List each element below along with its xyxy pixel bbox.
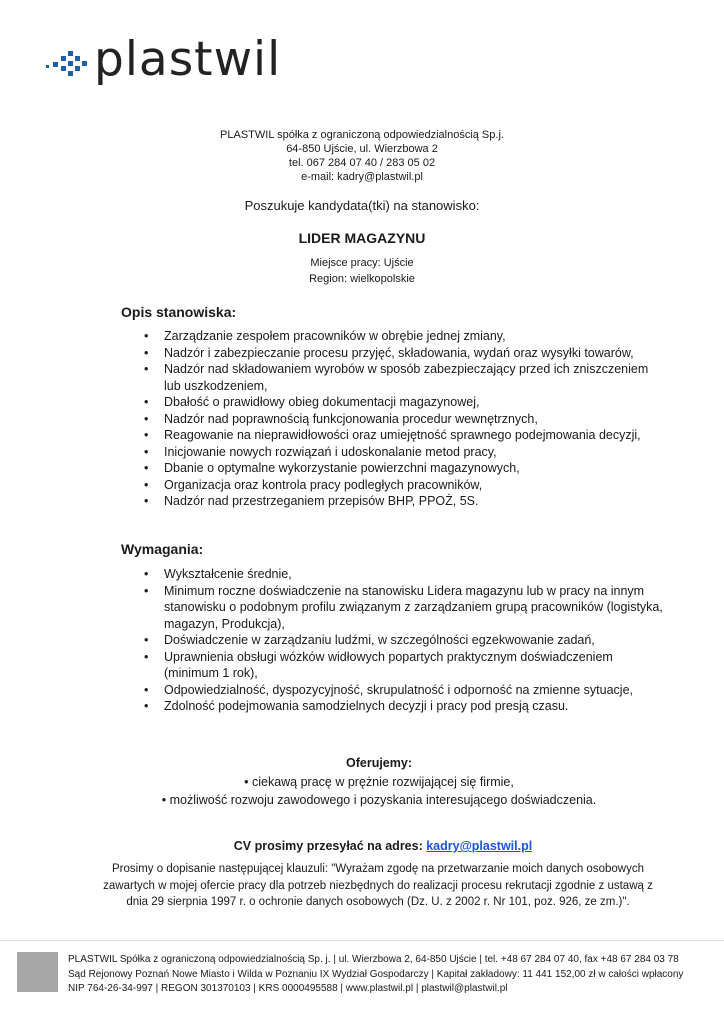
footer-gray-block (17, 952, 58, 992)
logo-wordmark: plastwil (94, 32, 282, 87)
offer-heading: Oferujemy: (346, 756, 412, 770)
list-item: • Inicjowanie nowych rozwiązań i udoskonalanie metod pracy, (144, 444, 664, 461)
consent-clause: Prosimy o dopisanie następującej klauzuli: "Wyrażam zgodę na przetwarzanie moich danych osobowych zawartych w mojej ofercie pracy dla potrzeb niezbędnych do realizacji procesu rekrutacji zgodnie z ustawą z dnia 29 sierpnia 1997 r. o ochronie danych osobowych (Dz. U. z 2002 r. Nr 101, poz. 926, ze zm.)". (103, 863, 653, 908)
company-phone: tel. 067 284 07 40 / 283 05 02 (288, 157, 436, 169)
footer-line-3: NIP 764-26-34-997 | REGON 301370103 | KRS 0000495588 | www.plastwil.pl | plastwil@plastwil.pl (68, 983, 508, 994)
footer (68, 953, 683, 997)
offer-list (0, 773, 724, 809)
requirements-heading: Wymagania: (121, 541, 204, 557)
list-item: • Zarządzanie zespołem pracowników w obrębie jednej zmiany, (144, 328, 664, 345)
location-info (0, 255, 724, 287)
cv-label: CV prosimy przesyłać na adres: (233, 839, 427, 853)
company-logo (44, 32, 282, 87)
company-email: e-mail: kadry@plastwil.pl (301, 171, 423, 183)
logo-squares-icon (44, 43, 90, 77)
list-item: • Minimum roczne doświadczenie na stanowisku Lidera magazynu lub w pracy na innym stanowisku o podobnym profilu związanym z zarządzaniem grupą pracowników (logistyka, magazyn, Produkcja), (144, 583, 664, 633)
description-list (144, 328, 664, 510)
footer-line-1: PLASTWIL Spółka z ograniczoną odpowiedzialnością Sp. j. | ul. Wierzbowa 2, 64-850 Ujście | tel. +48 67 284 07 40, fax +48 67 284 03 78 (68, 954, 679, 965)
list-item: • Nadzór i zabezpieczanie procesu przyjęć, składowania, wydań oraz wysyłki towarów, (144, 345, 664, 362)
list-item: • Nadzór nad przestrzeganiem przepisów BHP, PPOŻ, 5S. (144, 493, 664, 510)
requirements-list (144, 566, 664, 715)
workplace: Miejsce pracy: Ujście (310, 257, 414, 269)
list-item: • Nadzór nad poprawnością funkcjonowania procedur wewnętrznych, (144, 411, 664, 428)
list-item: • możliwość rozwoju zawodowego i pozyskania interesującego doświadczenia. (161, 793, 597, 807)
list-item: • Odpowiedzialność, dyspozycyjność, skrupulatność i odporność na zmienne sytuacje, (144, 682, 664, 699)
intro-text: Poszukuje kandydata(tki) na stanowisko: (244, 198, 480, 213)
list-item: • Dbałość o prawidłowy obieg dokumentacji magazynowej, (144, 394, 664, 411)
list-item: • Wykształcenie średnie, (144, 566, 664, 583)
company-name: PLASTWIL spółka z ograniczoną odpowiedzialnością Sp.j. (220, 129, 504, 141)
region: Region: wielkopolskie (309, 273, 415, 285)
cv-email-link[interactable]: kadry@plastwil.pl (426, 839, 533, 853)
list-item: • Zdolność podejmowania samodzielnych decyzji i pracy pod presją czasu. (144, 698, 664, 715)
list-item: • ciekawą pracę w prężnie rozwijającej się firmie, (244, 775, 514, 789)
footer-line-2: Sąd Rejonowy Poznań Nowe Miasto i Wilda w Poznaniu IX Wydział Gospodarczy | Kapitał zakładowy: 11 441 152,00 zł w całości wpłacony (68, 968, 684, 980)
position-title: LIDER MAGAZYNU (298, 230, 426, 246)
description-heading: Opis stanowiska: (121, 304, 237, 320)
company-address: 64-850 Ujście, ul. Wierzbowa 2 (286, 143, 438, 155)
cv-instruction (0, 839, 724, 853)
list-item: • Doświadczenie w zarządzaniu ludźmi, w szczególności egzekwowanie zadań, (144, 632, 664, 649)
list-item: • Dbanie o optymalne wykorzystanie powierzchni magazynowych, (144, 460, 664, 477)
company-header (0, 128, 724, 184)
list-item: • Organizacja oraz kontrola pracy podległych pracowników, (144, 477, 664, 494)
list-item: • Uprawnienia obsługi wózków widłowych popartych praktycznym doświadczeniem (minimum 1 rok), (144, 649, 664, 682)
list-item: • Nadzór nad składowaniem wyrobów w sposób zabezpieczający przed ich zniszczeniem lub uszkodzeniem, (144, 361, 664, 394)
list-item: • Reagowanie na nieprawidłowości oraz umiejętność sprawnego podejmowania decyzji, (144, 427, 664, 444)
footer-divider (0, 940, 724, 941)
